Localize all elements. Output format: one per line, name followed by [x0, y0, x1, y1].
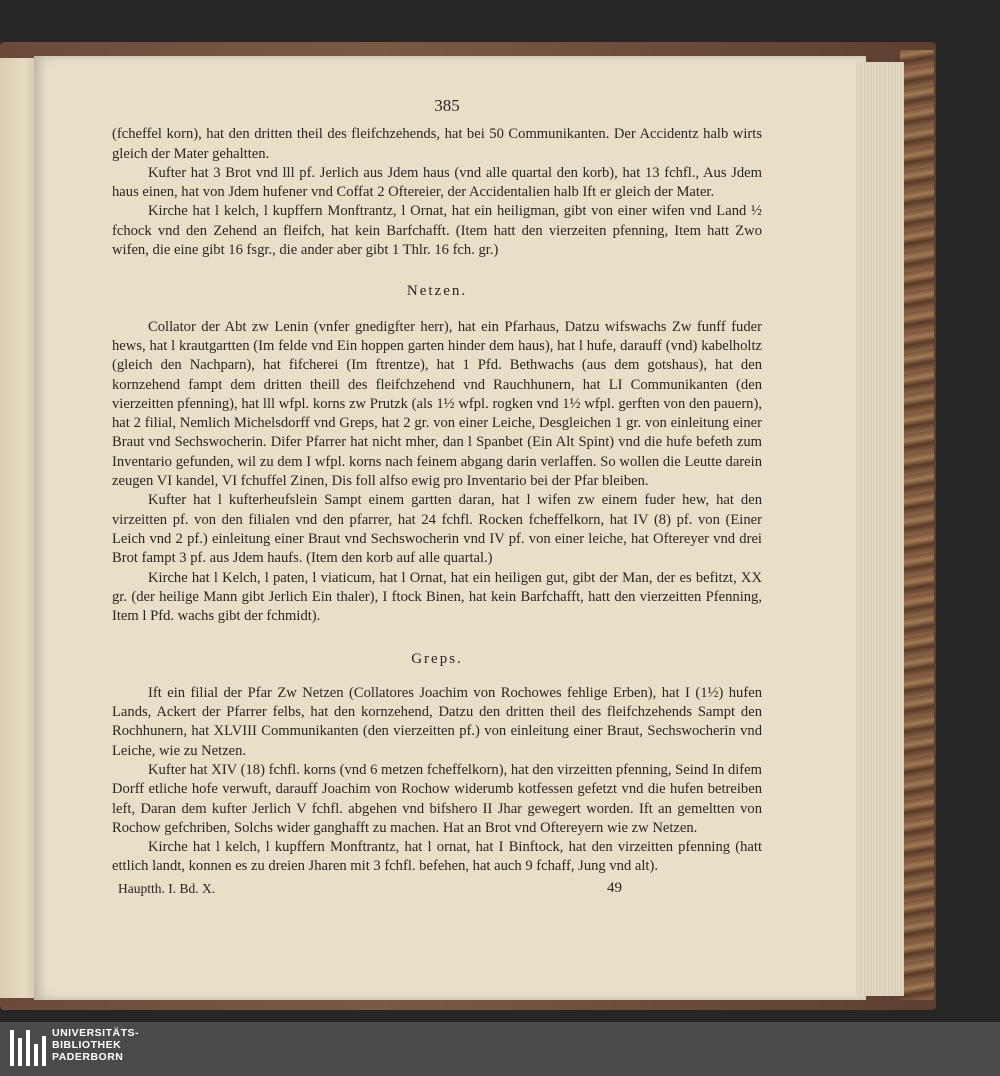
- footer-sheet-number: 49: [607, 879, 622, 896]
- paragraph: Ift ein filial der Pfar Zw Netzen (Collatores Joachim von Rochowes fehlige Erben), hat I (1½) hufen Lands, Ackert der Pfarrer felbs, hat den kornzehend, Datzu den dritten theil des fleifchzehends Sampt den Rochhunern, hat XLVIII Communikanten (den vierzeitten pf.) von einleitung einer Braut, Sechswocherin vnd Leiche, wie zu Netzen.: [112, 684, 762, 759]
- footer-signature: Hauptth. I. Bd. X.: [118, 880, 216, 896]
- page-number: 385: [434, 96, 460, 115]
- library-logo-icon: [10, 1030, 46, 1066]
- paragraph: Kufter hat XIV (18) fchfl. korns (vnd 6 metzen fcheffelkorn), hat den virzeitten pfenning, Seind In difem Dorff etliche hofe verwuft, darauff Joachim von Rochow widerumb kotfessen gefetzt vnd die hufen betreiben left, Daran dem kufter Jerlich V fchfl. abgehen vnd bifshero II Jhar gewegert worden. Ift an gemeltten von Rochow gefchriben, Solchs wider ganghafft zu machen. Hat an Brot vnd Oftereyern wie zw Netzen.: [112, 761, 762, 836]
- library-name-line3: PADERBORN: [52, 1051, 124, 1063]
- paragraph: Kufter hat 3 Brot vnd lll pf. Jerlich aus Jdem haus (vnd alle quartal den korb), hat 13 fchfl., Aus Jdem haus einen, hat von Jdem hufener vnd Coffat 2 Oftereier, der Accidentalien halb Ift er gleich der Mater.: [112, 164, 762, 201]
- page-text: [112, 96, 762, 898]
- library-name: [52, 1027, 139, 1063]
- library-name-line2: BIBLIOTHEK: [52, 1039, 122, 1051]
- page-stack-edge: [856, 62, 904, 996]
- page-footer: [112, 879, 762, 898]
- paragraph: Kirche hat l kelch, l kupffern Monftrantz, hat l ornat, hat I Binftock, hat den virzeitten pfenning (hatt ettlich landt, konnen es zu dreien Jharen mit 3 fchfl. befehen, hat auch 9 fchaff, Jung vnd alt).: [112, 839, 762, 875]
- paragraph: Kirche hat l kelch, l kupffern Monftrantz, l Ornat, hat ein heiligman, gibt von einer wifen vnd Land ½ fchock vnd den Zehend an fleifch, hat kein Barfchafft. (Item hatt den vierzeiten pfenning, Item hatt Zwo wifen, die eine gibt 16 fsgr., die ander aber gibt 1 Thlr. 16 fch. gr.): [112, 203, 762, 259]
- paragraph: Kirche hat l Kelch, l paten, l viaticum, hat l Ornat, hat ein heiligen gut, gibt der Man, der es befitzt, XX gr. (der heilige Mann gibt Jerlich Ein thaler), I ftock Binen, hat kein Barfchafft, hatt den vierzeitten Pfenning, Item l Pfd. wachs gibt der fchmidt).: [112, 569, 762, 625]
- book-cover-edge: [900, 50, 934, 1000]
- library-name-line1: UNIVERSITÄTS-: [52, 1027, 140, 1039]
- paragraph: Kufter hat l kufterheufslein Sampt einem gartten daran, hat l wifen zw einem fuder hew, hat den virzeitten pf. von den filialen vnd den pfarrer, hat 24 fchfl. Rocken fcheffelkorn, hat IV (8) pf. von (Einer Leich vnd 2 pf.) einleitung einer Braut vnd Sechswocherin vnd IV pf. von einer leiche, hat Oftereyer vnd drei Brot fampt 3 pf. aus Jdem haufs. (Item den korb auf alle quartal.): [112, 492, 762, 567]
- paragraph: Collator der Abt zw Lenin (vnfer gnedigfter herr), hat ein Pfarhaus, Datzu wifswachs Zw funff fuder hews, hat l krautgartten (Im felde vnd Ein hoppen garten hinder dem haus), hat l hufe, darauff (vnd) kabelholtz (gleich den Nachparn), hat fifcherei (Im ftrentze), hat 1 Pfd. Bethwachs (aus dem gotshaus), hat den kornzehend fampt dem dritten theill des fleifchzehend vnd Rauchhunern, hat LI Communikanten (den vierzeitten pfenning), hat lll wfpl. korns zw Prutzk (als 1½ wfpl. rogken vnd 1½ wfpl. gerften von den pauern), hat 2 filial, Nemlich Michelsdorff vnd Greps, hat 2 gr. von einer Leiche, Desgleichen 1 gr. von einleitung einer Braut vnd Sechswocherin. Difer Pfarrer hat nicht mher, dan l Spanbet (Ein Alt Spint) vnd die hufe befeth zum Inventario gefunden, wil zu dem I wfpl. korns nach feinem abgang darin verlaffen. So wollen die Leutte darein zeugen VI kandel, VI fchuffel Zinen, Dis foll alfso ewig pro Inventario bei der Pfar bleiben.: [112, 318, 762, 490]
- library-banner: [0, 1022, 1000, 1076]
- section-heading-greps: Greps.: [411, 651, 463, 668]
- paragraph: (fcheffel korn), hat den dritten theil des fleifchzehends, hat bei 50 Communikanten. Der Accidentz halb wirts gleich der Mater gehaltten.: [112, 126, 762, 162]
- section-heading-netzen: Netzen.: [406, 283, 468, 300]
